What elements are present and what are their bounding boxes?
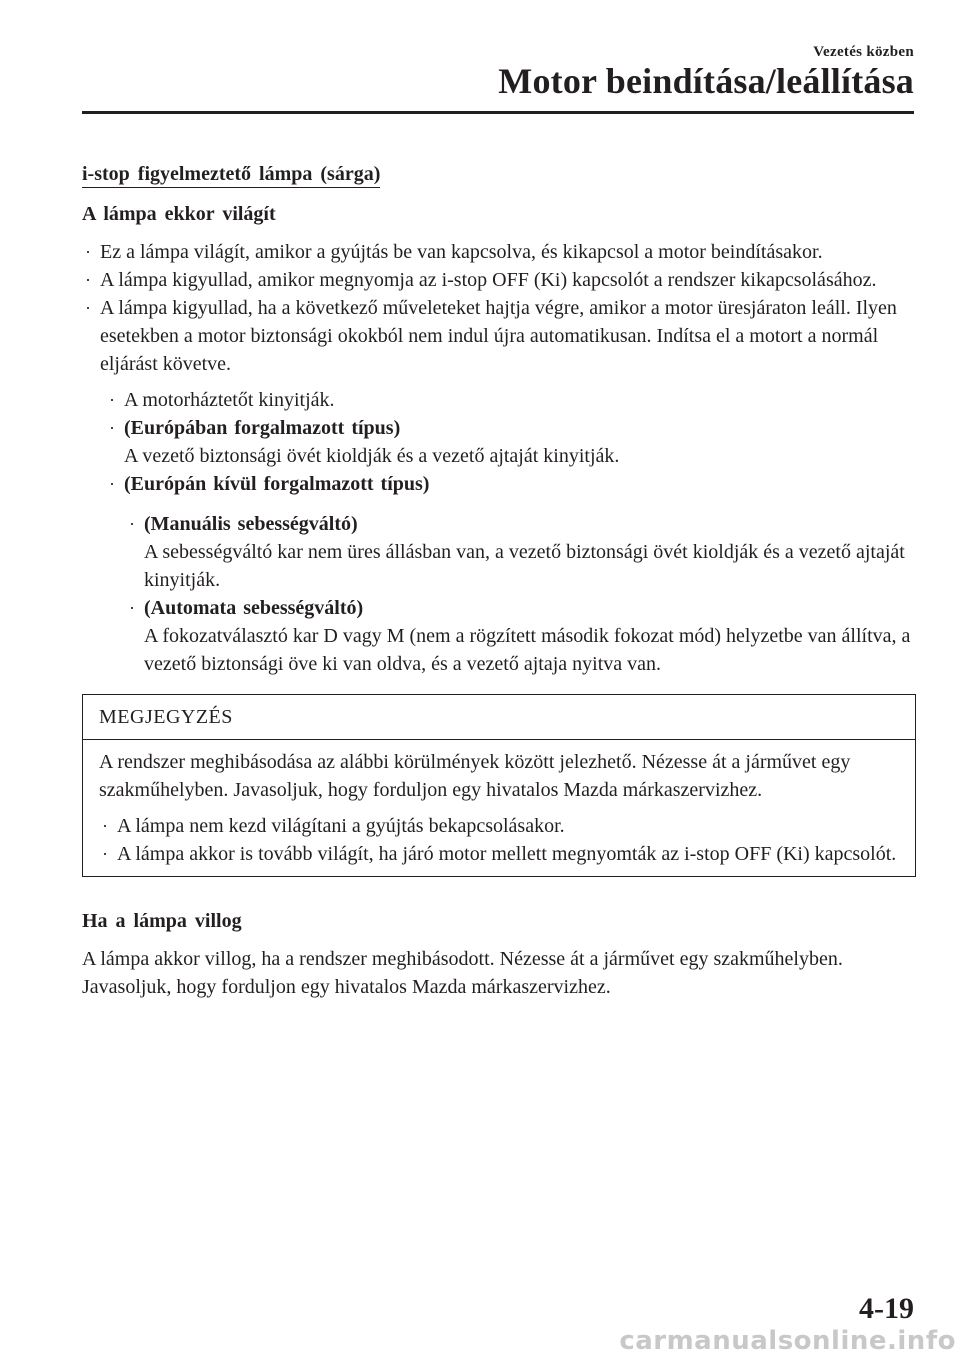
list-item: · A lámpa kigyullad, amikor megnyomja az i-stop OFF (Ki) kapcsolót a rendszer kikapcsolásához. (82, 266, 916, 294)
list-item: · A lámpa akkor is tovább világít, ha járó motor mellett megnyomták az i-stop OFF (Ki) kapcsolót. (99, 840, 899, 868)
list-item: · (Európában forgalmazott típus) A vezető biztonsági övét kioldják és a vezető ajtaját kinyitják. (106, 414, 916, 470)
note-box (82, 694, 916, 877)
list-item (106, 470, 916, 498)
bullet-dot-icon: · (109, 390, 115, 410)
variant-title-manual: (Manuális sebességváltó) (144, 513, 358, 535)
page-content (82, 160, 916, 1001)
bullet-dot-icon: · (109, 474, 115, 494)
list-item: · (Manuális sebességváltó) A sebességváltó kar nem üres állásban van, a vezető biztonsági övét kioldják és a vezető ajtaját kinyitják. (126, 510, 916, 594)
bullet-dot-icon: · (129, 514, 135, 534)
section-heading-istop-lamp: i-stop figyelmeztető lámpa (sárga) (82, 161, 380, 188)
list-item: · A lámpa nem kezd világítani a gyújtás bekapcsolásakor. (99, 812, 899, 840)
note-body (83, 740, 915, 876)
list-item: · (Automata sebességváltó) A fokozatválasztó kar D vagy M (nem a rögzített második fokozat mód) helyzetbe van állítva, a vezető biztonsági öve ki van oldva, és a vezető ajtaja nyitva van. (126, 594, 916, 678)
lamp-on-list (82, 238, 916, 378)
conditions-list (106, 386, 916, 498)
chapter-label: Vezetés közben (813, 44, 914, 60)
transmission-list (126, 510, 916, 678)
lamp-flashing-text: A lámpa akkor villog, ha a rendszer meghibásodott. Nézesse át a járművet egy szakműhelyben. Javasoljuk, hogy forduljon egy hivatalos Mazda márkaszervizhez. (82, 948, 843, 998)
page-title: Motor beindítása/leállítása (498, 61, 914, 101)
bullet-dot-icon: · (109, 418, 115, 438)
bullet-dot-icon: · (85, 270, 91, 290)
subheading-lamp-on: A lámpa ekkor világít (82, 203, 276, 225)
list-item: · Ez a lámpa világít, amikor a gyújtás be van kapcsolva, és kikapcsol a motor beindításakor. (82, 238, 916, 266)
header-divider (82, 111, 914, 114)
watermark-text: carmanualsonline.info (619, 1326, 956, 1356)
variant-title-europe: (Európában forgalmazott típus) (124, 417, 401, 439)
subheading-lamp-flashing: Ha a lámpa villog (82, 910, 242, 932)
note-text: A rendszer meghibásodása az alábbi körülmények között jelezhető. Nézesse át a járművet egy szakműhelyben. Javasoljuk, hogy forduljon egy hivatalos Mazda márkaszervizhez. (99, 751, 851, 801)
page-number: 4-19 (859, 1292, 914, 1325)
bullet-dot-icon: · (102, 844, 108, 864)
note-title: MEGJEGYZÉS (83, 695, 915, 740)
bullet-dot-icon: · (85, 298, 91, 318)
list-item: · A lámpa kigyullad, ha a következő műveleteket hajtja végre, amikor a motor üresjáraton leáll. Ilyen esetekben a motor biztonsági okokból nem indul újra automatikusan. Indítsa el a motort a normál eljárást követve. (82, 294, 916, 378)
bullet-dot-icon: · (129, 598, 135, 618)
bullet-dot-icon: · (85, 242, 91, 262)
list-item: · A motorháztetőt kinyitják. (106, 386, 916, 414)
note-list (99, 812, 899, 868)
variant-title-automatic: (Automata sebességváltó) (144, 597, 364, 619)
bullet-dot-icon: · (102, 816, 108, 836)
variant-title-non-europe: (Európán kívül forgalmazott típus) (124, 473, 430, 495)
